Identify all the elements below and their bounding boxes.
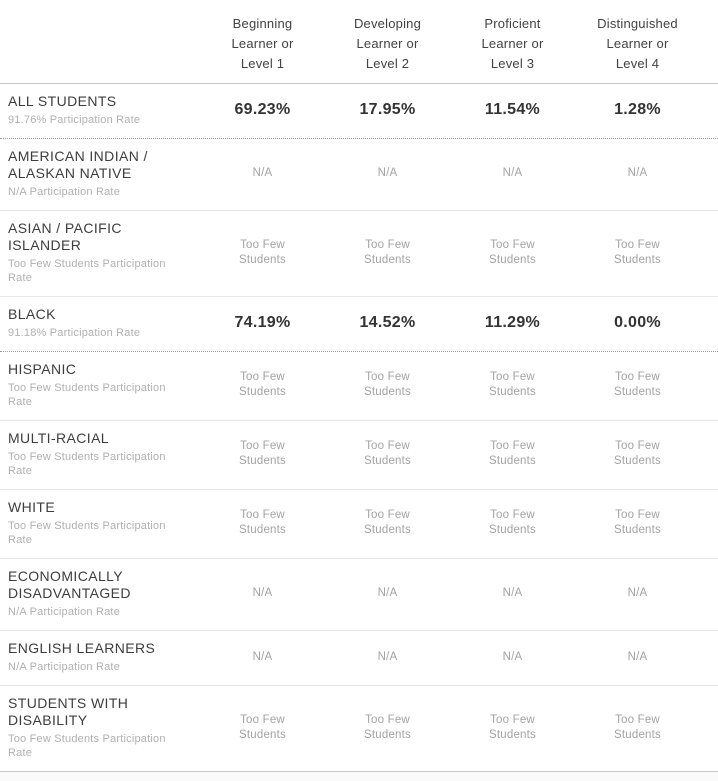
cell-value — [325, 586, 450, 601]
cell-value — [575, 314, 700, 332]
cell-value — [450, 650, 575, 665]
table-row-asian-pacific-islander — [0, 211, 718, 297]
participation-rate: 91.76% Participation Rate — [8, 114, 141, 126]
value-text: Too Few Students — [364, 371, 411, 398]
row-label-cell — [0, 220, 200, 285]
table-header-row — [0, 0, 718, 84]
participation-rate: N/A Participation Rate — [8, 186, 121, 198]
cell-value — [450, 713, 575, 743]
column-header-level-3 — [450, 14, 575, 74]
cell-value — [450, 508, 575, 538]
table-row-economically-disadvantaged — [0, 559, 718, 631]
group-label: WHITE — [8, 499, 56, 515]
value-text: 0.00% — [614, 314, 661, 331]
value-text: Too Few Students — [489, 371, 536, 398]
cell-value — [575, 713, 700, 743]
cell-value — [450, 370, 575, 400]
column-header-label: Proficient Learner or Level 3 — [481, 16, 544, 71]
value-text: Too Few Students — [239, 509, 286, 536]
value-text: N/A — [252, 167, 273, 179]
table-row-english-learners — [0, 631, 718, 686]
cell-value — [450, 314, 575, 332]
cell-value — [575, 439, 700, 469]
value-text: Too Few Students — [239, 440, 286, 467]
value-text: Too Few Students — [364, 440, 411, 467]
participation-rate: N/A Participation Rate — [8, 606, 121, 618]
cell-value — [325, 370, 450, 400]
value-text: N/A — [502, 650, 523, 663]
row-label-cell — [0, 361, 200, 409]
group-label: ENGLISH LEARNERS — [8, 640, 156, 656]
value-text: N/A — [627, 167, 648, 179]
table-row-black — [0, 297, 718, 352]
row-label-cell — [0, 430, 200, 478]
cell-value — [200, 101, 325, 119]
participation-rate: Too Few Students Participation Rate — [8, 258, 166, 284]
value-text: Too Few Students — [364, 713, 411, 741]
value-text: N/A — [377, 167, 398, 179]
participation-rate: Too Few Students Participation Rate — [8, 451, 166, 477]
row-label-cell — [0, 695, 200, 760]
cell-value — [325, 508, 450, 538]
cell-value — [575, 370, 700, 400]
value-text: N/A — [502, 587, 523, 599]
group-label: AMERICAN INDIAN / ALASKAN NATIVE — [8, 148, 148, 181]
cell-value — [325, 166, 450, 181]
participation-rate: Too Few Students Participation Rate — [8, 520, 166, 546]
value-text: 69.23% — [234, 101, 291, 118]
cell-value — [575, 101, 700, 119]
cell-value — [200, 370, 325, 400]
value-text: N/A — [377, 650, 398, 663]
cell-value — [325, 713, 450, 743]
cell-value — [450, 166, 575, 181]
cell-value — [450, 101, 575, 119]
value-text: Too Few Students — [614, 440, 661, 467]
group-label: HISPANIC — [8, 361, 77, 377]
value-text: Too Few Students — [239, 238, 286, 266]
value-text: N/A — [502, 167, 523, 179]
value-text: 14.52% — [359, 314, 416, 331]
value-text: N/A — [252, 587, 273, 599]
cell-value — [450, 439, 575, 469]
value-text: Too Few Students — [614, 371, 661, 398]
group-label: BLACK — [8, 306, 56, 322]
cell-value — [575, 238, 700, 268]
group-label: STUDENTS WITH DISABILITY — [8, 695, 129, 728]
value-text: 1.28% — [614, 101, 661, 118]
column-header-label: Beginning Learner or Level 1 — [231, 16, 294, 71]
value-text: 17.95% — [359, 101, 416, 118]
cell-value — [200, 314, 325, 332]
row-label-cell — [0, 306, 200, 340]
row-label-cell — [0, 93, 200, 127]
value-text: N/A — [377, 587, 398, 599]
table-row-hispanic — [0, 352, 718, 421]
table-row-all-students — [0, 84, 718, 139]
table-row-multi-racial — [0, 421, 718, 490]
cell-value — [325, 101, 450, 119]
group-label: ECONOMICALLY DISADVANTAGED — [8, 568, 131, 601]
value-text: N/A — [627, 587, 648, 599]
value-text: Too Few Students — [239, 371, 286, 398]
cell-value — [325, 439, 450, 469]
cell-value — [200, 439, 325, 469]
value-text: Too Few Students — [614, 238, 661, 266]
cell-value — [325, 650, 450, 665]
value-text: N/A — [252, 650, 273, 663]
value-text: 11.54% — [484, 101, 541, 118]
value-text: Too Few Students — [489, 509, 536, 536]
column-header-level-2 — [325, 14, 450, 74]
column-header-label: Developing Learner or Level 2 — [353, 16, 422, 71]
participation-rate: N/A Participation Rate — [8, 661, 121, 673]
participation-rate: 91.18% Participation Rate — [8, 327, 141, 339]
page-bottom-strip — [0, 772, 718, 781]
cell-value — [575, 586, 700, 601]
group-label: MULTI-RACIAL — [8, 430, 109, 446]
value-text: Too Few Students — [364, 238, 411, 266]
table-row-american-indian-alaskan-native — [0, 139, 718, 211]
value-text: N/A — [627, 650, 648, 663]
value-text: Too Few Students — [239, 713, 286, 741]
value-text: 74.19% — [234, 314, 291, 331]
cell-value — [200, 713, 325, 743]
value-text: Too Few Students — [614, 713, 661, 741]
value-text: Too Few Students — [614, 509, 661, 536]
group-label: ALL STUDENTS — [8, 93, 117, 109]
cell-value — [575, 650, 700, 665]
cell-value — [200, 650, 325, 665]
cell-value — [200, 508, 325, 538]
row-label-cell — [0, 148, 200, 199]
cell-value — [325, 238, 450, 268]
participation-rate: Too Few Students Participation Rate — [8, 382, 166, 408]
row-label-cell — [0, 499, 200, 547]
cell-value — [325, 314, 450, 332]
cell-value — [200, 238, 325, 268]
column-header-level-1 — [200, 14, 325, 74]
cell-value — [200, 586, 325, 601]
cell-value — [575, 166, 700, 181]
table-row-white — [0, 490, 718, 559]
value-text: Too Few Students — [364, 509, 411, 536]
cell-value — [200, 166, 325, 181]
table-row-students-with-disability — [0, 686, 718, 772]
cell-value — [450, 238, 575, 268]
value-text: 11.29% — [484, 314, 541, 331]
row-label-cell — [0, 568, 200, 619]
group-label: ASIAN / PACIFIC ISLANDER — [8, 220, 122, 253]
column-header-level-4 — [575, 14, 700, 74]
value-text: Too Few Students — [489, 713, 536, 741]
value-text: Too Few Students — [489, 238, 536, 266]
value-text: Too Few Students — [489, 440, 536, 467]
cell-value — [575, 508, 700, 538]
row-label-cell — [0, 640, 200, 674]
cell-value — [450, 586, 575, 601]
column-header-label: Distinguished Learner or Level 4 — [597, 16, 678, 71]
participation-rate: Too Few Students Participation Rate — [8, 733, 166, 759]
